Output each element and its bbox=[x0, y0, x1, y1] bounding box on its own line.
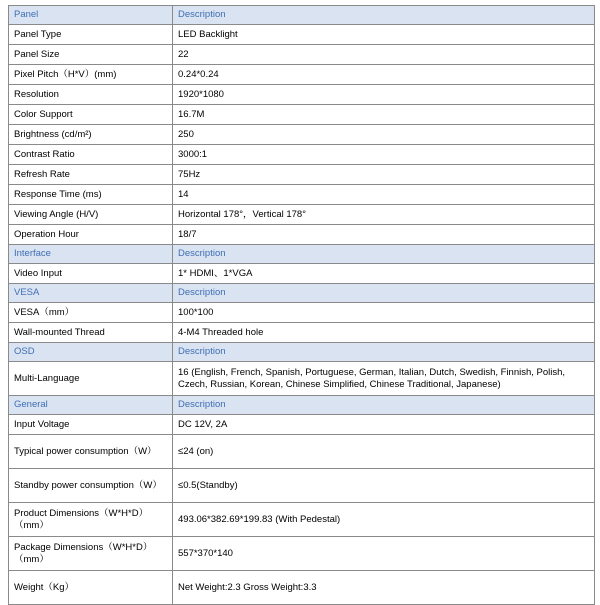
spec-value: 100*100 bbox=[173, 303, 595, 323]
section-header-vesa bbox=[9, 284, 595, 303]
spec-value: 16 (English, French, Spanish, Portuguese, German, Italian, Dutch, Swedish, Finnish, Polish, Czech, Russian, Korean, Chinese Simplified, Chinese Traditional, Japanese) bbox=[173, 362, 595, 396]
spec-row bbox=[9, 303, 595, 323]
spec-row bbox=[9, 571, 595, 605]
spec-value: Net Weight:2.3 Gross Weight:3.3 bbox=[173, 571, 595, 605]
spec-value: 75Hz bbox=[173, 165, 595, 185]
spec-row bbox=[9, 185, 595, 205]
spec-value: 22 bbox=[173, 45, 595, 65]
section-column-label: Description bbox=[173, 284, 595, 303]
spec-value: 1920*1080 bbox=[173, 85, 595, 105]
spec-row bbox=[9, 435, 595, 469]
spec-row bbox=[9, 145, 595, 165]
spec-label: Typical power consumption（W） bbox=[9, 435, 173, 469]
spec-row bbox=[9, 323, 595, 343]
spec-value: 14 bbox=[173, 185, 595, 205]
spec-label: Refresh Rate bbox=[9, 165, 173, 185]
section-column-label: Description bbox=[173, 343, 595, 362]
section-header-osd bbox=[9, 343, 595, 362]
spec-label: Panel Type bbox=[9, 25, 173, 45]
spec-label: Brightness (cd/m²) bbox=[9, 125, 173, 145]
spec-value: 0.24*0.24 bbox=[173, 65, 595, 85]
section-column-label: Description bbox=[173, 6, 595, 25]
spec-label: Viewing Angle (H/V) bbox=[9, 205, 173, 225]
section-title: General bbox=[9, 396, 173, 415]
spec-row bbox=[9, 225, 595, 245]
spec-label: Panel Size bbox=[9, 45, 173, 65]
spec-value: 3000:1 bbox=[173, 145, 595, 165]
spec-value: LED Backlight bbox=[173, 25, 595, 45]
spec-value: 18/7 bbox=[173, 225, 595, 245]
spec-row bbox=[9, 205, 595, 225]
section-header-panel bbox=[9, 6, 595, 25]
spec-value: 250 bbox=[173, 125, 595, 145]
spec-label: Product Dimensions（W*H*D）（mm） bbox=[9, 503, 173, 537]
spec-row bbox=[9, 469, 595, 503]
spec-value: ≤24 (on) bbox=[173, 435, 595, 469]
spec-label: Pixel Pitch（H*V）(mm) bbox=[9, 65, 173, 85]
spec-row bbox=[9, 125, 595, 145]
spec-value: 493.06*382.69*199.83 (With Pedestal) bbox=[173, 503, 595, 537]
spec-row bbox=[9, 264, 595, 284]
spec-label: Response Time (ms) bbox=[9, 185, 173, 205]
spec-label: Resolution bbox=[9, 85, 173, 105]
spec-row bbox=[9, 65, 595, 85]
section-title: OSD bbox=[9, 343, 173, 362]
spec-label: Standby power consumption（W） bbox=[9, 469, 173, 503]
spec-table bbox=[8, 5, 595, 605]
spec-label: Input Voltage bbox=[9, 415, 173, 435]
spec-label: Contrast Ratio bbox=[9, 145, 173, 165]
spec-row bbox=[9, 415, 595, 435]
spec-row bbox=[9, 105, 595, 125]
spec-label: Operation Hour bbox=[9, 225, 173, 245]
spec-label: Wall-mounted Thread bbox=[9, 323, 173, 343]
spec-row bbox=[9, 25, 595, 45]
spec-label: Multi-Language bbox=[9, 362, 173, 396]
section-title: Panel bbox=[9, 6, 173, 25]
section-column-label: Description bbox=[173, 396, 595, 415]
spec-label: Weight（Kg） bbox=[9, 571, 173, 605]
spec-label: Color Support bbox=[9, 105, 173, 125]
spec-row bbox=[9, 45, 595, 65]
spec-row bbox=[9, 537, 595, 571]
spec-value: Horizontal 178°，Vertical 178° bbox=[173, 205, 595, 225]
section-header-general bbox=[9, 396, 595, 415]
section-column-label: Description bbox=[173, 245, 595, 264]
spec-label: Video Input bbox=[9, 264, 173, 284]
section-header-interface bbox=[9, 245, 595, 264]
spec-label: Package Dimensions（W*H*D）（mm） bbox=[9, 537, 173, 571]
spec-row bbox=[9, 85, 595, 105]
spec-value: ≤0.5(Standby) bbox=[173, 469, 595, 503]
spec-value: 1* HDMI、1*VGA bbox=[173, 264, 595, 284]
spec-value: 16.7M bbox=[173, 105, 595, 125]
spec-row bbox=[9, 165, 595, 185]
spec-label: VESA（mm） bbox=[9, 303, 173, 323]
spec-value: 557*370*140 bbox=[173, 537, 595, 571]
spec-row bbox=[9, 362, 595, 396]
spec-row bbox=[9, 503, 595, 537]
section-title: Interface bbox=[9, 245, 173, 264]
spec-value: 4-M4 Threaded hole bbox=[173, 323, 595, 343]
spec-value: DC 12V, 2A bbox=[173, 415, 595, 435]
section-title: VESA bbox=[9, 284, 173, 303]
